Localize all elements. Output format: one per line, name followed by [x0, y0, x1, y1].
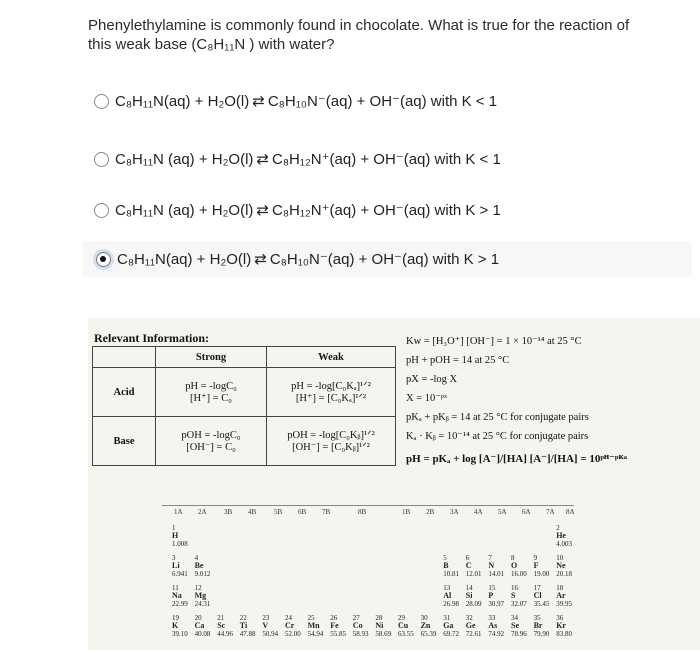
equilibrium-arrow-icon: ⇄	[252, 93, 265, 110]
element-number: 22	[239, 614, 247, 622]
element-cell	[421, 614, 437, 638]
element-mass: 28.09	[465, 600, 482, 608]
element-symbol: Sc	[217, 621, 226, 630]
group-label: 3B	[224, 508, 233, 516]
element-cell	[443, 584, 459, 608]
element-mass: 19.00	[533, 570, 550, 578]
group-label: 7B	[322, 508, 331, 516]
element-cell	[195, 614, 211, 638]
group-label: 8B	[358, 508, 367, 516]
element-number: 26	[330, 614, 338, 622]
element-mass: 69.72	[443, 630, 459, 638]
group-label: 4B	[248, 508, 257, 516]
element-mass: 83.80	[556, 630, 572, 638]
element-cell	[330, 614, 346, 638]
element-mass: 24.31	[194, 600, 211, 608]
element-cell	[556, 614, 572, 638]
element-mass: 22.99	[172, 600, 188, 608]
element-cell	[195, 584, 211, 608]
element-cell	[488, 584, 504, 608]
group-label: 1A	[174, 508, 183, 516]
element-symbol: Li	[172, 561, 180, 570]
element-cell	[443, 614, 459, 638]
element-symbol: Mn	[307, 621, 320, 630]
element-symbol: Co	[352, 621, 363, 630]
element-number: 11	[172, 584, 179, 592]
element-number: 6	[465, 554, 470, 562]
element-cell	[556, 554, 572, 578]
base-strong-formula-2: [OH⁻] = C₀	[186, 441, 236, 453]
group-label: 4A	[474, 508, 483, 516]
radio-icon[interactable]	[94, 94, 109, 109]
formula-table	[92, 346, 396, 466]
element-cell	[172, 584, 188, 608]
element-symbol: V	[262, 621, 269, 630]
element-mass: 26.98	[443, 600, 459, 608]
element-cell	[556, 524, 572, 548]
element-number: 8	[511, 554, 515, 562]
element-number: 14	[465, 584, 473, 592]
option-3-reactant: C₈H₁₁N (aq) + H₂O(l)	[115, 201, 254, 219]
element-mass: 10.81	[443, 570, 459, 578]
element-mass: 74.92	[488, 630, 505, 638]
acid-weak-cell	[267, 368, 396, 417]
element-number: 27	[352, 614, 360, 622]
element-symbol: F	[533, 561, 539, 570]
group-label: 1B	[402, 508, 411, 516]
element-number: 10	[556, 554, 564, 562]
group-label: 8A	[566, 508, 575, 516]
group-label: 2B	[426, 508, 435, 516]
element-cell	[172, 554, 188, 578]
element-symbol: Ca	[194, 621, 205, 630]
element-symbol: He	[556, 531, 566, 540]
element-mass: 9.012	[194, 570, 211, 578]
option-1-product: C₈H₁₀N⁻(aq) + OH⁻(aq) with K < 1	[267, 93, 498, 110]
element-cell	[398, 614, 414, 638]
element-cell	[172, 524, 188, 548]
element-number: 31	[443, 614, 451, 622]
element-mass: 40.08	[194, 630, 211, 638]
element-symbol: P	[488, 591, 494, 600]
equilibrium-arrow-icon: ⇄	[256, 151, 269, 168]
element-mass: 47.88	[239, 630, 256, 638]
element-symbol: Se	[511, 621, 519, 630]
element-number: 15	[488, 584, 496, 592]
element-symbol: Ti	[239, 621, 248, 630]
element-cell	[511, 614, 527, 638]
reference-title: Relevant Information:	[94, 331, 209, 345]
element-number: 34	[511, 614, 518, 622]
element-mass: 50.94	[262, 630, 279, 638]
element-mass: 63.55	[398, 630, 414, 638]
element-mass: 58.69	[375, 630, 392, 638]
base-strong-cell	[156, 417, 267, 466]
element-cell	[534, 614, 550, 638]
element-mass: 4.003	[556, 540, 572, 548]
element-cell	[466, 614, 482, 638]
element-number: 16	[511, 584, 518, 592]
option-1-reactant: C₈H₁₁N(aq) + H₂O(l)	[115, 92, 250, 110]
acid-strong-cell	[156, 368, 267, 417]
acid-weak-formula-1: pH = -log[C₀Kₐ]¹ᐟ²	[291, 381, 371, 392]
element-mass: 54.94	[307, 630, 324, 638]
element-cell	[488, 614, 504, 638]
element-mass: 65.39	[420, 630, 437, 638]
radio-selected-icon[interactable]	[96, 252, 111, 267]
element-symbol: O	[511, 561, 518, 570]
equilibrium-arrow-icon: ⇄	[256, 202, 269, 219]
element-symbol: N	[488, 561, 495, 570]
element-mass: 16.00	[511, 570, 527, 578]
acid-weak-formula-2: [H⁺] = [C₀Kₐ]¹ᐟ²	[295, 393, 367, 404]
element-mass: 14.01	[488, 570, 505, 578]
element-mass: 6.941	[172, 570, 188, 578]
element-cell	[511, 584, 527, 608]
element-number: 2	[556, 524, 560, 532]
acid-strong-formula-1: pH = -logC₀	[185, 380, 237, 392]
element-number: 13	[443, 584, 451, 592]
element-mass: 52.00	[285, 630, 301, 638]
formula-ph-poh: pH + pOH = 14 at 25 °C	[406, 355, 510, 366]
element-mass: 78.96	[511, 630, 527, 638]
element-number: 28	[375, 614, 383, 622]
element-number: 25	[307, 614, 315, 622]
group-label: 5B	[274, 508, 283, 516]
element-cell	[488, 554, 504, 578]
element-number: 23	[262, 614, 270, 622]
element-symbol: Cr	[285, 621, 295, 630]
element-cell	[556, 584, 572, 608]
element-number: 5	[443, 554, 447, 562]
option-1[interactable]	[94, 92, 497, 110]
element-cell	[172, 614, 188, 638]
option-4[interactable]	[82, 241, 692, 277]
option-3[interactable]	[94, 201, 501, 219]
element-mass: 20.18	[556, 570, 572, 578]
element-symbol: Ar	[556, 591, 566, 600]
radio-icon[interactable]	[94, 152, 109, 167]
table-header-weak: Weak	[267, 347, 396, 368]
element-mass: 55.85	[330, 630, 346, 638]
row-label-base: Base	[93, 417, 156, 466]
question-line-2: this weak base (C₈H₁₁N ) with water?	[88, 36, 335, 53]
row-label-acid: Acid	[93, 368, 156, 417]
element-mass: 12.01	[465, 570, 482, 578]
element-number: 18	[556, 584, 564, 592]
element-mass: 39.95	[556, 600, 572, 608]
element-cell	[511, 554, 527, 578]
element-cell	[195, 554, 211, 578]
element-symbol: Zn	[420, 621, 431, 630]
relevant-information-image	[88, 318, 700, 650]
element-symbol: Ni	[375, 621, 384, 630]
element-cell	[353, 614, 369, 638]
group-label: 7A	[546, 508, 555, 516]
element-cell	[466, 554, 482, 578]
element-number: 36	[556, 614, 564, 622]
element-cell	[308, 614, 324, 638]
element-number: 20	[194, 614, 202, 622]
element-cell	[466, 584, 482, 608]
element-number: 1	[172, 524, 176, 532]
option-2-product: C₈H₁₂N⁺(aq) + OH⁻(aq) with K < 1	[272, 151, 501, 168]
formula-pka-pkb: pKₐ + pKᵦ = 14 at 25 °C for conjugate pairs	[406, 412, 589, 423]
acid-strong-formula-2: [H⁺] = C₀	[190, 392, 232, 404]
group-label: 6A	[522, 508, 531, 516]
element-symbol: Ne	[556, 561, 566, 570]
base-strong-formula-1: pOH = -logC₀	[181, 429, 241, 441]
element-cell	[285, 614, 301, 638]
element-cell	[240, 614, 256, 638]
periodic-table	[162, 505, 574, 650]
element-symbol: Na	[172, 591, 182, 600]
element-symbol: K	[172, 621, 179, 630]
formula-px: pX = -log X	[406, 374, 458, 385]
element-mass: 58.93	[352, 630, 369, 638]
element-symbol: Cu	[398, 621, 409, 630]
option-2[interactable]	[94, 150, 501, 168]
element-cell	[534, 584, 550, 608]
element-symbol: As	[488, 621, 498, 630]
element-cell	[534, 554, 550, 578]
option-2-reactant: C₈H₁₁N (aq) + H₂O(l)	[115, 150, 254, 168]
table-header-strong: Strong	[156, 347, 267, 368]
element-mass: 1.008	[172, 540, 188, 548]
formula-kw: Kw = [H₃O⁺] [OH⁻] = 1 × 10⁻¹⁴ at 25 °C	[406, 336, 582, 347]
element-number: 19	[172, 614, 179, 622]
element-symbol: Mg	[194, 591, 207, 600]
element-number: 24	[285, 614, 292, 622]
element-symbol: Si	[465, 591, 473, 600]
element-number: 32	[465, 614, 473, 622]
element-mass: 44.96	[217, 630, 233, 638]
question-line-1: Phenylethylamine is commonly found in chocolate. What is true for the reaction of	[88, 17, 630, 34]
element-cell	[217, 614, 233, 638]
element-symbol: Be	[194, 561, 204, 570]
base-weak-cell	[267, 417, 396, 466]
element-symbol: H	[172, 531, 179, 540]
element-number: 7	[488, 554, 492, 562]
element-number: 12	[194, 584, 202, 592]
element-cell	[262, 614, 278, 638]
element-mass: 79.90	[533, 630, 550, 638]
element-number: 17	[533, 584, 541, 592]
question-text	[88, 16, 688, 54]
element-symbol: Al	[443, 591, 452, 600]
element-symbol: Br	[533, 621, 543, 630]
element-mass: 35.45	[533, 600, 550, 608]
radio-icon[interactable]	[94, 203, 109, 218]
element-symbol: Ge	[465, 621, 476, 630]
base-weak-formula-2: [OH⁻] = [C₀Kᵦ]¹ᐟ²	[292, 442, 370, 453]
base-weak-formula-1: pOH = -log[C₀Kᵦ]¹ᐟ²	[287, 430, 375, 441]
element-cell	[375, 614, 391, 638]
table-header-blank	[93, 347, 156, 368]
group-label: 5A	[498, 508, 507, 516]
element-number: 3	[172, 554, 176, 562]
element-mass: 32.07	[511, 600, 527, 608]
element-mass: 39.10	[172, 630, 188, 638]
element-cell	[443, 554, 459, 578]
element-number: 30	[420, 614, 428, 622]
option-3-product: C₈H₁₂N⁺(aq) + OH⁻(aq) with K > 1	[272, 202, 501, 219]
element-symbol: Kr	[556, 621, 566, 630]
element-number: 35	[533, 614, 541, 622]
equilibrium-arrow-icon: ⇄	[254, 251, 267, 268]
option-4-reactant: C₈H₁₁N(aq) + H₂O(l)	[117, 250, 252, 268]
element-symbol: Fe	[330, 621, 339, 630]
element-number: 4	[194, 554, 199, 562]
formula-ka-kb: Kₐ · Kᵦ = 10⁻¹⁴ at 25 °C for conjugate pairs	[406, 431, 589, 442]
group-label: 6B	[298, 508, 307, 516]
option-4-product: C₈H₁₀N⁻(aq) + OH⁻(aq) with K > 1	[269, 251, 500, 268]
formula-list	[406, 332, 627, 469]
group-label: 3A	[450, 508, 459, 516]
formula-x: X = 10⁻ᵖˣ	[406, 393, 448, 404]
element-number: 33	[488, 614, 496, 622]
element-mass: 72.61	[465, 630, 482, 638]
group-label: 2A	[198, 508, 207, 516]
element-symbol: Ga	[443, 621, 454, 630]
element-mass: 30.97	[488, 600, 505, 608]
element-number: 29	[398, 614, 405, 622]
element-number: 9	[533, 554, 538, 562]
formula-henderson: pH = pKₐ + log [A⁻]/[HA] [A⁻]/[HA] = 10ᵖᴴ⁻ᵖᴷᵃ	[406, 453, 627, 465]
element-symbol: B	[443, 561, 449, 570]
element-symbol: C	[465, 561, 472, 570]
element-number: 21	[217, 614, 225, 622]
element-symbol: S	[511, 591, 516, 600]
element-symbol: Cl	[533, 591, 542, 600]
